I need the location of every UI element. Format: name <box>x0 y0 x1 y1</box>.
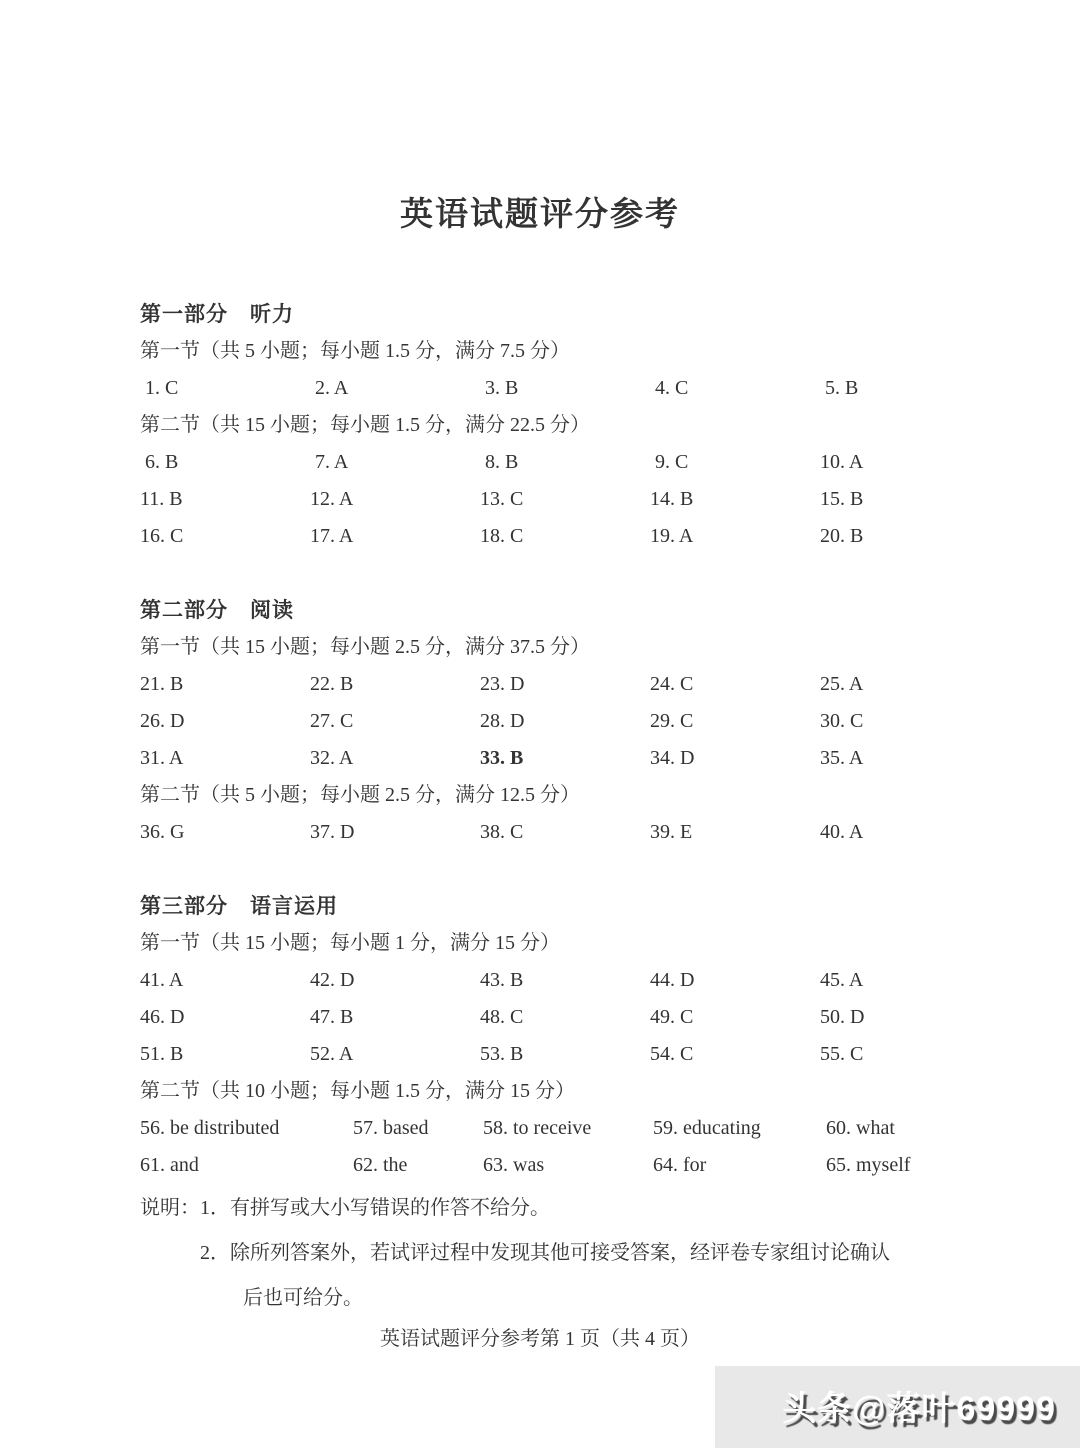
part3-heading: 第三部分 语言运用 <box>140 894 338 918</box>
answer-cell: 36. G <box>140 821 185 843</box>
answer-cell: 53. B <box>480 1043 524 1065</box>
answer-cell: 34. D <box>650 747 695 769</box>
answer-cell: 14. B <box>650 488 694 510</box>
answer-cell: 3. B <box>480 377 519 399</box>
answer-cell: 37. D <box>310 821 355 843</box>
part2-heading: 第二部分 阅读 <box>140 598 294 622</box>
answer-cell: 31. A <box>140 747 184 769</box>
answer-cell: 5. B <box>820 377 859 399</box>
answer-cell: 20. B <box>820 525 864 547</box>
answer-cell: 40. A <box>820 821 864 843</box>
answer-cell: 63. was <box>483 1154 545 1176</box>
answer-cell: 6. B <box>140 451 179 473</box>
answer-cell: 49. C <box>650 1006 694 1028</box>
answer-cell: 10. A <box>820 451 864 473</box>
page-footer: 英语试题评分参考第 1 页（共 4 页） <box>380 1328 700 1350</box>
answer-cell: 29. C <box>650 710 694 732</box>
note-item-2-continued: 后也可给分。 <box>243 1287 363 1309</box>
note-item-2: 2．除所列答案外，若试评过程中发现其他可接受答案，经评卷专家组讨论确认 <box>200 1242 890 1264</box>
section-language-use <box>140 888 940 1184</box>
answer-row <box>140 703 940 740</box>
answer-cell: 44. D <box>650 969 695 991</box>
answer-cell: 22. B <box>310 673 354 695</box>
answer-cell: 55. C <box>820 1043 864 1065</box>
answer-cell: 27. C <box>310 710 354 732</box>
answer-cell: 48. C <box>480 1006 524 1028</box>
answer-cell: 65. myself <box>826 1154 911 1176</box>
watermark: 头条@落叶69999 <box>782 1390 1056 1428</box>
answer-cell: 56. be distributed <box>140 1117 280 1139</box>
notes-items <box>200 1186 890 1321</box>
answer-cell: 41. A <box>140 969 184 991</box>
answer-cell: 24. C <box>650 673 694 695</box>
answer-cell: 30. C <box>820 710 864 732</box>
answer-cell: 64. for <box>653 1154 707 1176</box>
part3-section1-subhead: 第一节（共 15 小题；每小题 1 分，满分 15 分） <box>140 932 560 954</box>
answer-row <box>140 814 940 851</box>
answer-cell: 7. A <box>310 451 349 473</box>
answer-cell: 8. B <box>480 451 519 473</box>
answer-cell: 45. A <box>820 969 864 991</box>
answer-cell: 26. D <box>140 710 185 732</box>
answer-cell: 21. B <box>140 673 184 695</box>
answer-cell: 60. what <box>826 1117 895 1139</box>
answer-cell: 28. D <box>480 710 525 732</box>
answer-cell: 57. based <box>353 1117 429 1139</box>
answer-cell: 51. B <box>140 1043 184 1065</box>
answer-cell: 59. educating <box>653 1117 761 1139</box>
answer-row <box>140 370 940 407</box>
answer-cell: 35. A <box>820 747 864 769</box>
answer-cell: 9. C <box>650 451 689 473</box>
answer-cell: 58. to receive <box>483 1117 592 1139</box>
answer-cell: 19. A <box>650 525 694 547</box>
part1-section1-subhead: 第一节（共 5 小题；每小题 1.5 分，满分 7.5 分） <box>140 340 570 362</box>
notes-block <box>140 1186 940 1321</box>
answer-cell: 16. C <box>140 525 184 547</box>
answer-cell: 1. C <box>140 377 179 399</box>
part1-heading: 第一部分 听力 <box>140 302 294 326</box>
notes-label: 说明： <box>140 1197 200 1219</box>
answer-cell: 54. C <box>650 1043 694 1065</box>
part2-section2-subhead: 第二节（共 5 小题；每小题 2.5 分，满分 12.5 分） <box>140 784 580 806</box>
part2-section1-subhead: 第一节（共 15 小题；每小题 2.5 分，满分 37.5 分） <box>140 636 590 658</box>
answer-row <box>140 518 940 555</box>
answer-cell: 62. the <box>353 1154 408 1176</box>
answer-row <box>140 1036 940 1073</box>
answer-cell: 12. A <box>310 488 354 510</box>
answer-cell: 18. C <box>480 525 524 547</box>
answer-cell: 39. E <box>650 821 693 843</box>
answer-cell: 50. D <box>820 1006 865 1028</box>
answer-cell: 13. C <box>480 488 524 510</box>
answer-cell: 15. B <box>820 488 864 510</box>
answer-cell: 2. A <box>310 377 349 399</box>
answer-row <box>140 444 940 481</box>
note-item-1: 1．有拼写或大小写错误的作答不给分。 <box>200 1197 550 1219</box>
answer-row <box>140 1147 940 1184</box>
answer-cell: 11. B <box>140 488 183 510</box>
section-listening <box>140 296 940 555</box>
answer-cell: 52. A <box>310 1043 354 1065</box>
section-reading <box>140 592 940 851</box>
part1-section2-subhead: 第二节（共 15 小题；每小题 1.5 分，满分 22.5 分） <box>140 414 590 436</box>
page-title: 英语试题评分参考 <box>400 197 680 233</box>
part3-section2-subhead: 第二节（共 10 小题；每小题 1.5 分，满分 15 分） <box>140 1080 575 1102</box>
answer-cell: 17. A <box>310 525 354 547</box>
answer-row <box>140 740 940 777</box>
answer-cell: 23. D <box>480 673 525 695</box>
answer-row <box>140 999 940 1036</box>
answer-row <box>140 666 940 703</box>
answer-cell: 33. B <box>480 747 524 769</box>
answer-row <box>140 481 940 518</box>
answer-row <box>140 1110 940 1147</box>
answer-cell: 32. A <box>310 747 354 769</box>
answer-cell: 61. and <box>140 1154 199 1176</box>
answer-cell: 46. D <box>140 1006 185 1028</box>
answer-cell: 4. C <box>650 377 689 399</box>
answer-cell: 43. B <box>480 969 524 991</box>
answer-cell: 25. A <box>820 673 864 695</box>
answer-row <box>140 962 940 999</box>
answer-cell: 38. C <box>480 821 524 843</box>
answer-cell: 47. B <box>310 1006 354 1028</box>
answer-cell: 42. D <box>310 969 355 991</box>
